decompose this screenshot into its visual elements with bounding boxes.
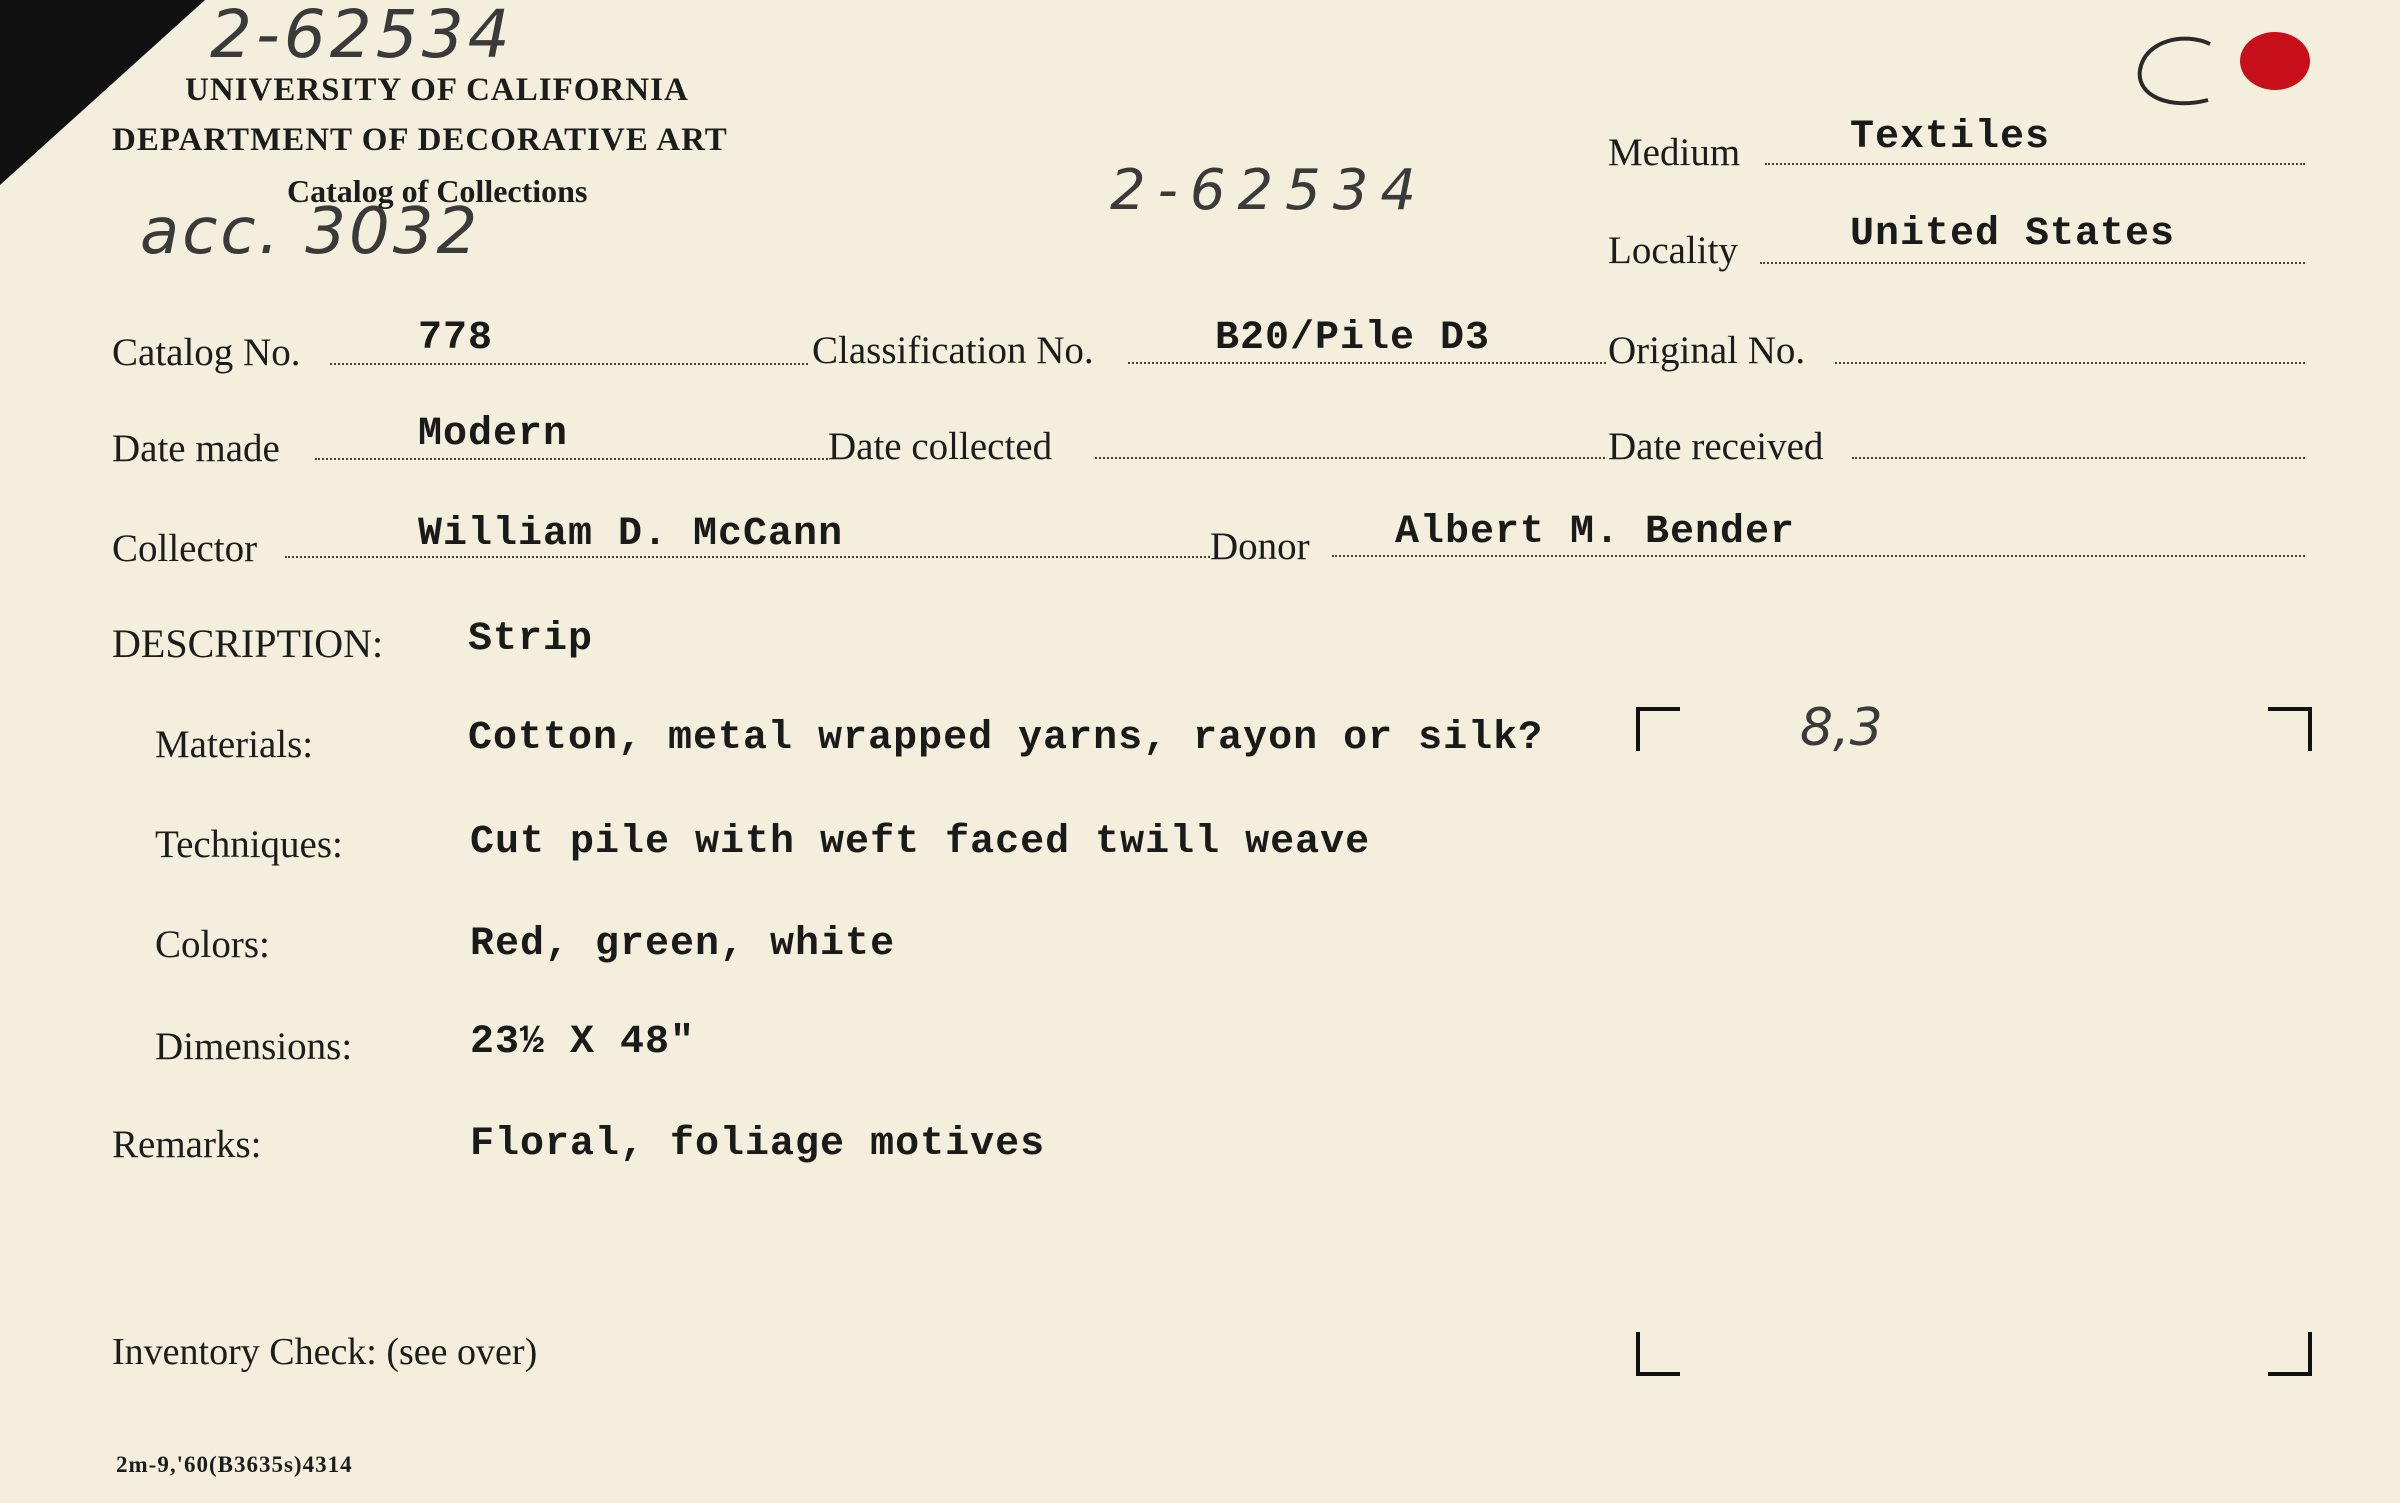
dimensions-label: Dimensions:: [155, 1025, 353, 1068]
colors-label: Colors:: [155, 923, 270, 966]
locality-label: Locality: [1608, 229, 1738, 272]
collector-value: William D. McCann: [418, 512, 844, 557]
donor-label: Donor: [1210, 525, 1310, 568]
medium-value: Textiles: [1850, 115, 2051, 160]
locality-value: United States: [1850, 212, 2176, 257]
bracket-top-left-icon: [1636, 707, 1680, 751]
locality-line: [1760, 262, 2305, 264]
original-no-line: [1835, 362, 2305, 364]
date-made-line: [315, 458, 828, 460]
header-university: UNIVERSITY OF CALIFORNIA: [185, 72, 689, 108]
medium-line: [1765, 163, 2305, 165]
techniques-label: Techniques:: [155, 823, 343, 866]
date-collected-label: Date collected: [828, 425, 1053, 468]
collector-label: Collector: [112, 527, 258, 570]
classification-no-line: [1128, 362, 1606, 364]
bracket-top-right-icon: [2268, 707, 2312, 751]
materials-value: Cotton, metal wrapped yarns, rayon or silk?: [468, 716, 1544, 761]
date-received-label: Date received: [1608, 425, 1824, 468]
date-made-value: Modern: [418, 412, 569, 457]
header-catalog-of-collections: Catalog of Collections: [287, 173, 588, 209]
catalog-no-label: Catalog No.: [112, 331, 301, 374]
red-dot-icon: [2240, 32, 2310, 90]
description-value: Strip: [468, 617, 594, 662]
handwritten-top-number: 2-62534: [210, 0, 514, 73]
techniques-value: Cut pile with weft faced twill weave: [470, 820, 1371, 865]
colors-value: Red, green, white: [470, 922, 896, 967]
dimensions-value: 23½ X 48": [470, 1020, 696, 1065]
donor-value: Albert M. Bender: [1395, 510, 1796, 555]
medium-label: Medium: [1608, 131, 1741, 174]
form-number: 2m-9,'60(B3635s)4314: [116, 1452, 353, 1477]
handwritten-c-mark-icon: [2130, 30, 2240, 120]
date-collected-line: [1095, 457, 1605, 459]
bracket-bottom-right-icon: [2268, 1332, 2312, 1376]
materials-label: Materials:: [155, 723, 314, 766]
inventory-check: Inventory Check: (see over): [112, 1331, 538, 1373]
handwritten-accession: acc. 3032: [140, 195, 481, 269]
date-received-line: [1852, 457, 2305, 459]
classification-no-value: B20/Pile D3: [1215, 316, 1491, 361]
description-label: DESCRIPTION:: [112, 621, 384, 666]
classification-no-label: Classification No.: [812, 329, 1094, 372]
bracket-bottom-left-icon: [1636, 1332, 1680, 1376]
header-department: DEPARTMENT OF DECORATIVE ART: [112, 122, 728, 158]
remarks-label: Remarks:: [112, 1123, 262, 1166]
handwritten-center-number: 2-62534: [1110, 158, 1428, 223]
handwritten-bracket-note: 8,3: [1800, 698, 1883, 758]
catalog-no-value: 778: [418, 316, 494, 361]
donor-line: [1332, 555, 2305, 557]
catalog-no-line: [330, 363, 808, 365]
remarks-value: Floral, foliage motives: [470, 1122, 1046, 1167]
original-no-label: Original No.: [1608, 329, 1806, 372]
card-corner-cut: [0, 0, 210, 190]
date-made-label: Date made: [112, 427, 280, 470]
